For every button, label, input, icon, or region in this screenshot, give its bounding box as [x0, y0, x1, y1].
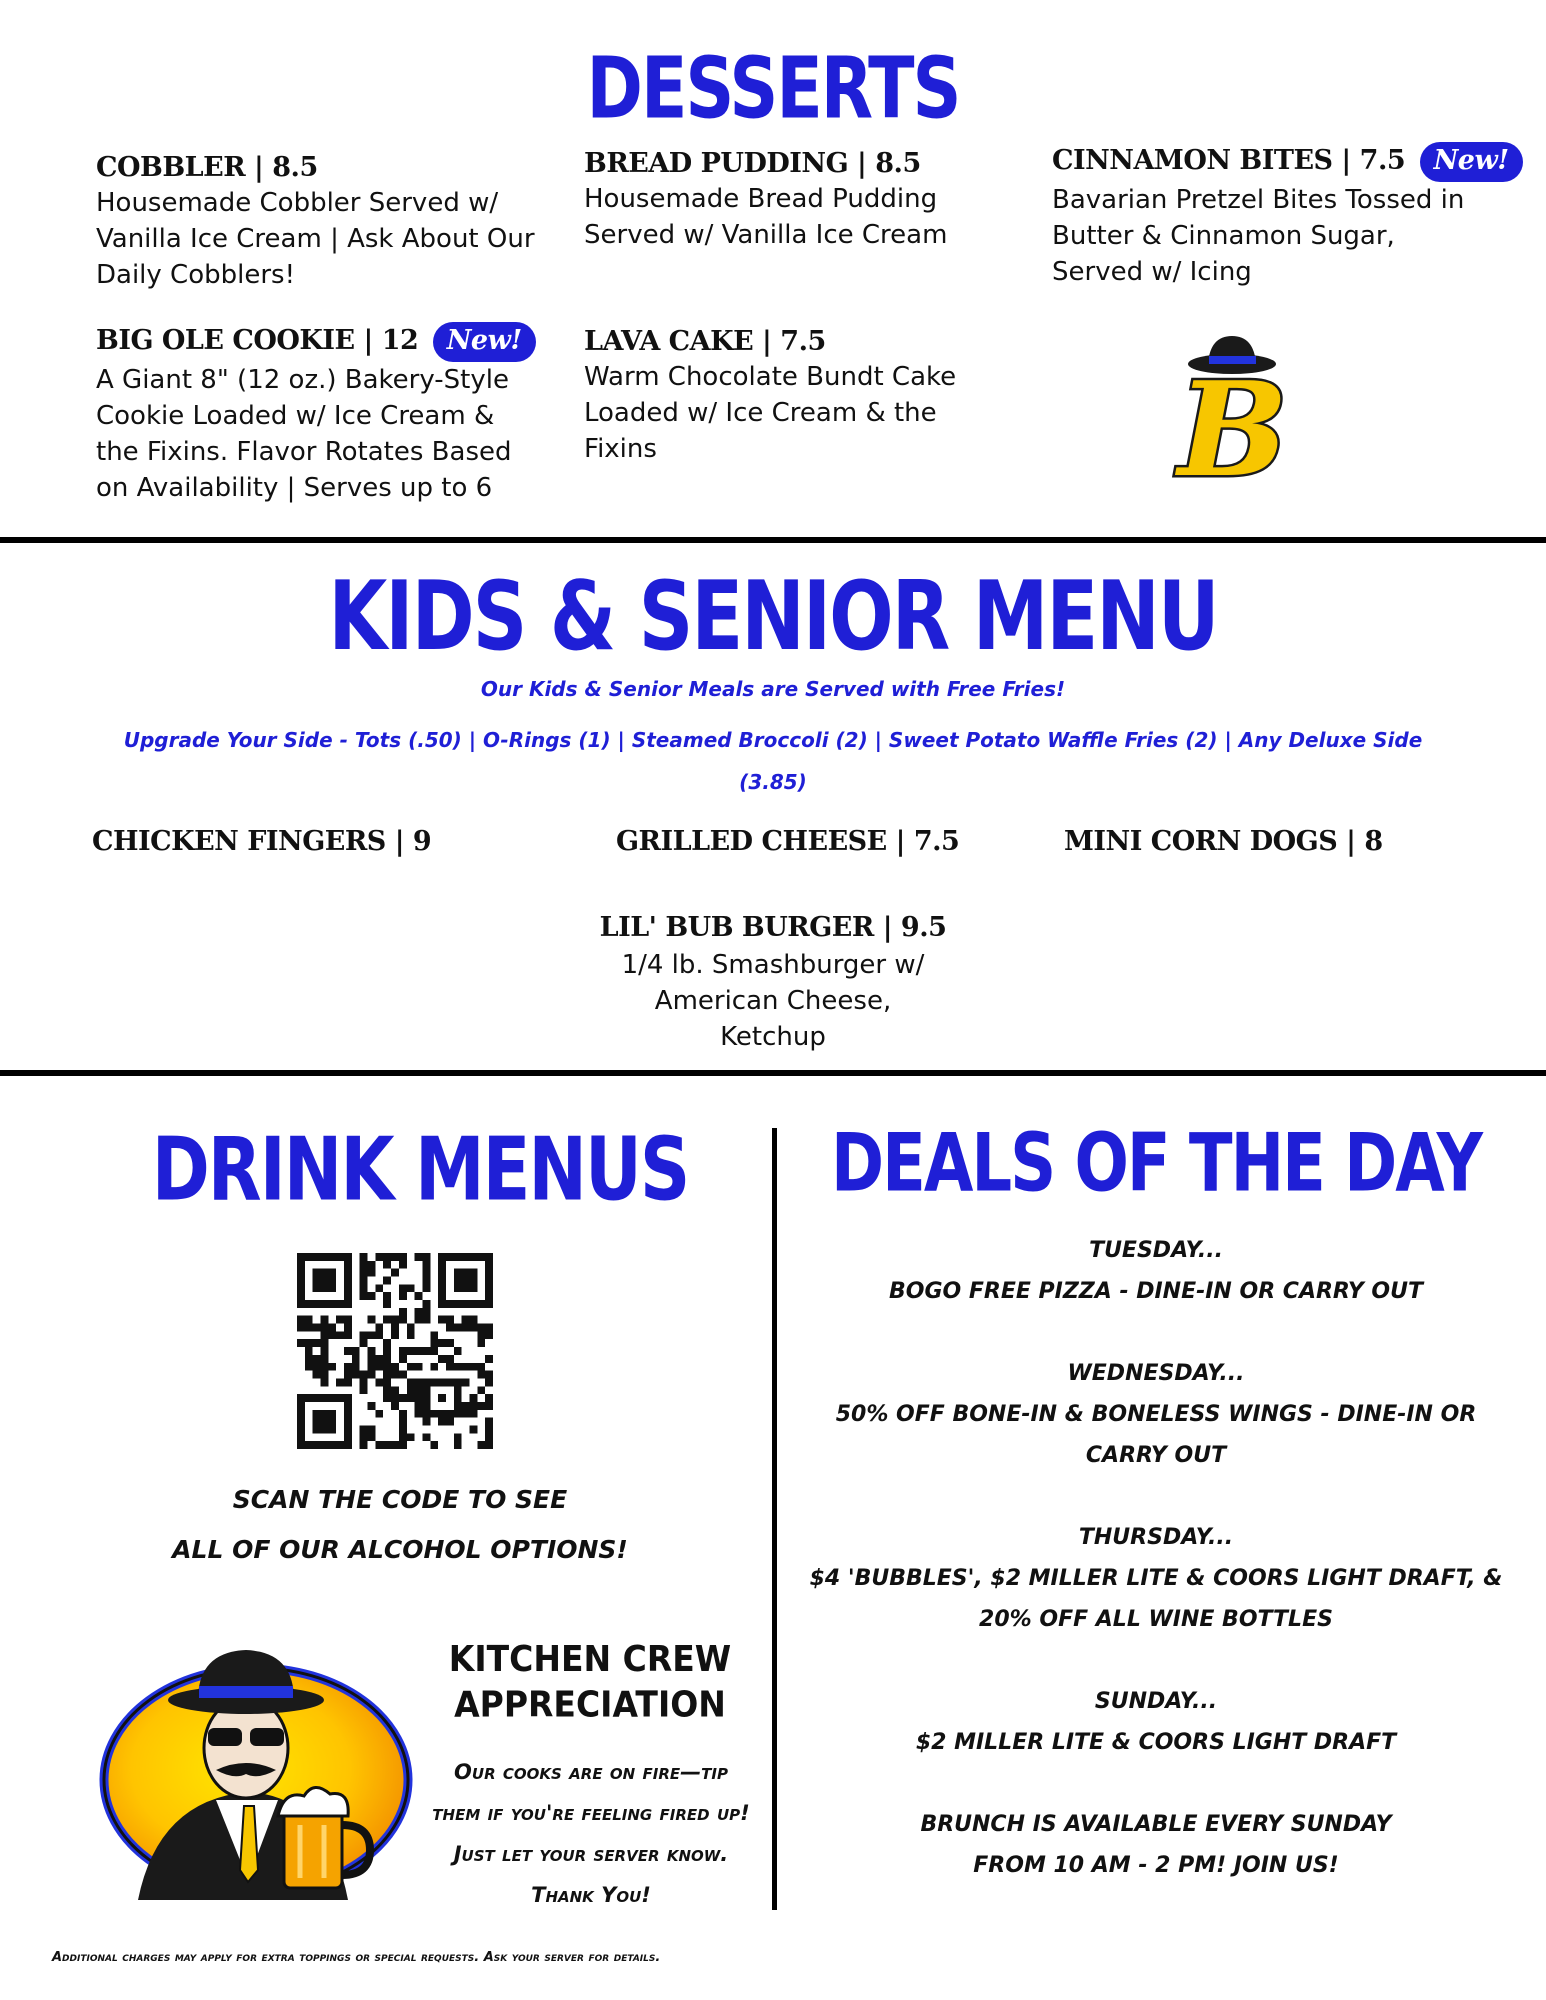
qr-module [344, 1324, 352, 1332]
deal-spacer [800, 1640, 1512, 1681]
qr-module [477, 1331, 485, 1339]
vertical-divider [772, 1128, 777, 1910]
new-badge: New! [433, 322, 536, 362]
qr-module [344, 1371, 352, 1379]
kids-item-mini-corn-dogs: MINI CORN DOGS | 8 [1064, 826, 1383, 857]
qr-module [485, 1394, 493, 1402]
qr-module [415, 1347, 423, 1355]
qr-module [391, 1316, 399, 1324]
qr-module [305, 1363, 313, 1371]
item-desc: Bavarian Pretzel Bites Tossed in Butter & Cinnamon Sugar, Served w/ Icing [1052, 185, 1465, 287]
qr-module [313, 1324, 321, 1332]
qr-module [438, 1418, 446, 1426]
item-desc: A Giant 8" (12 oz.) Bakery-Style Cookie Loaded w/ Ice Cream & the Fixins. Flavor Rotates Based on Availability | Serves up to 6 [96, 365, 512, 503]
deal-spacer [800, 1312, 1512, 1353]
qr-module [368, 1425, 376, 1433]
qr-module [375, 1378, 383, 1386]
qr-module [352, 1371, 360, 1379]
qr-module [321, 1371, 329, 1379]
item-desc: Housemade Bread Pudding Served w/ Vanilla Ice Cream [584, 184, 948, 250]
dessert-cobbler [96, 152, 536, 293]
qr-module [422, 1316, 430, 1324]
qr-module [305, 1347, 313, 1355]
qr-module [415, 1363, 423, 1371]
qr-module [383, 1378, 391, 1386]
qr-module [344, 1316, 352, 1324]
qr-module [454, 1269, 478, 1293]
qr-module [297, 1316, 305, 1324]
qr-module [446, 1355, 454, 1363]
qr-module [313, 1371, 321, 1379]
qr-module [352, 1363, 360, 1371]
kids-note-upgrade: Upgrade Your Side - Tots (.50) | O-Rings (1) | Steamed Broccoli (2) | Sweet Potato Waffle Fries (2) | Any Deluxe Side (3.85) [123, 728, 1423, 794]
qr-module [368, 1402, 376, 1410]
dessert-big-ole-cookie [96, 322, 536, 506]
qr-module [477, 1339, 485, 1347]
qr-module [383, 1441, 391, 1449]
qr-module [321, 1331, 329, 1339]
qr-module [313, 1339, 321, 1347]
item-desc: 1/4 lb. Smashburger w/ American Cheese, Ketchup [621, 950, 925, 1052]
qr-module [454, 1363, 462, 1371]
qr-module [454, 1433, 462, 1441]
qr-module [391, 1363, 399, 1371]
qr-module [391, 1402, 399, 1410]
qr-module [305, 1316, 313, 1324]
qr-module [383, 1292, 391, 1300]
qr-module [368, 1316, 376, 1324]
qr-module [430, 1339, 438, 1347]
qr-module [462, 1402, 470, 1410]
qr-module [391, 1331, 399, 1339]
qr-module [422, 1261, 430, 1269]
qr-module [360, 1371, 368, 1379]
qr-module [313, 1410, 337, 1434]
qr-module [422, 1347, 430, 1355]
qr-module [415, 1394, 423, 1402]
qr-module [438, 1394, 446, 1402]
qr-module [415, 1308, 423, 1316]
item-title: BIG OLE COOKIE | 12 [96, 325, 419, 356]
kids-item-lil-bub-burger [548, 912, 998, 1055]
qr-module [344, 1347, 352, 1355]
fedora-b-icon [1160, 330, 1290, 490]
item-title: LAVA CAKE | 7.5 [584, 326, 826, 357]
qr-module [383, 1253, 391, 1261]
deal-line: BOGO FREE PIZZA - DINE-IN OR CARRY OUT [888, 1279, 1424, 1304]
divider-middle [0, 1070, 1546, 1076]
qr-module [462, 1316, 470, 1324]
qr-module [399, 1425, 407, 1433]
scan-line-2: ALL OF OUR ALCOHOL OPTIONS! [172, 1535, 628, 1564]
qr-module [407, 1433, 415, 1441]
qr-module [462, 1363, 470, 1371]
qr-module [446, 1324, 454, 1332]
qr-module [383, 1339, 391, 1347]
deal-line: CARRY OUT [1085, 1443, 1227, 1468]
qr-module [399, 1355, 407, 1363]
item-desc: Housemade Cobbler Served w/ Vanilla Ice Cream | Ask About Our Daily Cobblers! [96, 188, 535, 290]
qr-module [321, 1316, 329, 1324]
qr-module [477, 1441, 485, 1449]
qr-module [415, 1378, 423, 1386]
qr-module [313, 1269, 337, 1293]
qr-module [336, 1331, 344, 1339]
qr-module [383, 1394, 391, 1402]
deal-line: 20% OFF ALL WINE BOTTLES [979, 1607, 1333, 1632]
deal-line: SUNDAY... [1094, 1689, 1218, 1714]
qr-module [368, 1433, 376, 1441]
qr-module [391, 1394, 399, 1402]
qr-module [360, 1425, 368, 1433]
qr-module [485, 1331, 493, 1339]
drink-menus-heading: DRINK MENUS [151, 1118, 689, 1221]
qr-module [399, 1308, 407, 1316]
qr-module [422, 1277, 430, 1285]
qr-module [485, 1425, 493, 1433]
qr-module [415, 1386, 423, 1394]
item-title: CINNAMON BITES | 7.5 [1052, 145, 1406, 176]
qr-module [477, 1386, 485, 1394]
qr-module [375, 1441, 383, 1449]
qr-module [344, 1378, 352, 1386]
qr-module [438, 1316, 446, 1324]
qr-module [399, 1261, 407, 1269]
qr-module [415, 1410, 423, 1418]
crew-title-line-2: APPRECIATION [454, 1683, 726, 1726]
qr-module [438, 1339, 446, 1347]
qr-module [360, 1331, 368, 1339]
qr-module [328, 1331, 336, 1339]
qr-module [391, 1386, 399, 1394]
qr-module [297, 1339, 305, 1347]
deal-line: $2 MILLER LITE & COORS LIGHT DRAFT [915, 1730, 1397, 1755]
item-title: BREAD PUDDING | 8.5 [584, 148, 921, 179]
qr-module [422, 1418, 430, 1426]
qr-module [321, 1355, 329, 1363]
qr-module [375, 1331, 383, 1339]
qr-module [485, 1441, 493, 1449]
qr-module [422, 1253, 430, 1261]
item-desc: Warm Chocolate Bundt Cake Loaded w/ Ice Cream & the Fixins [584, 362, 957, 464]
qr-module [352, 1355, 360, 1363]
qr-module [391, 1441, 399, 1449]
qr-module [368, 1347, 376, 1355]
new-badge: New! [1420, 142, 1523, 182]
qr-module [454, 1441, 462, 1449]
qr-module [407, 1363, 415, 1371]
qr-module [368, 1355, 376, 1363]
qr-module [485, 1378, 493, 1386]
deal-spacer [800, 1763, 1512, 1804]
qr-code-icon [297, 1253, 493, 1449]
qr-module [462, 1324, 470, 1332]
mascot-with-beer-icon [98, 1620, 418, 1900]
qr-module [383, 1277, 391, 1285]
qr-module [446, 1418, 454, 1426]
qr-module [454, 1347, 462, 1355]
qr-module [469, 1425, 477, 1433]
qr-module [438, 1355, 446, 1363]
qr-module [360, 1284, 368, 1292]
qr-module [399, 1433, 407, 1441]
qr-module [360, 1441, 368, 1449]
qr-module [477, 1402, 485, 1410]
qr-module [415, 1253, 423, 1261]
qr-module [352, 1347, 360, 1355]
qr-module [360, 1277, 368, 1285]
qr-module [485, 1433, 493, 1441]
scan-code-text [100, 1475, 700, 1575]
drink-menu-qr-code[interactable] [297, 1253, 493, 1449]
qr-module [469, 1316, 477, 1324]
qr-module [430, 1363, 438, 1371]
qr-module [407, 1324, 415, 1332]
qr-module [399, 1394, 407, 1402]
qr-module [399, 1441, 407, 1449]
kitchen-crew-heading [430, 1637, 750, 1728]
qr-module [313, 1363, 321, 1371]
qr-module [399, 1292, 407, 1300]
qr-module [375, 1355, 383, 1363]
qr-module [446, 1339, 454, 1347]
qr-module [383, 1355, 391, 1363]
qr-module [321, 1347, 329, 1355]
deal-line: $4 'BUBBLES', $2 MILLER LITE & COORS LIGHT DRAFT, & [809, 1566, 1503, 1591]
qr-module [477, 1324, 485, 1332]
qr-module [344, 1331, 352, 1339]
qr-module [383, 1386, 391, 1394]
qr-module [368, 1363, 376, 1371]
deal-spacer [800, 1476, 1512, 1517]
qr-module [375, 1324, 383, 1332]
qr-module [336, 1316, 344, 1324]
qr-module [422, 1308, 430, 1316]
qr-module [399, 1371, 407, 1379]
item-title: COBBLER | 8.5 [96, 152, 318, 183]
logo-letter: B [1178, 353, 1288, 490]
qr-module [360, 1378, 368, 1386]
qr-module [383, 1347, 391, 1355]
qr-module [415, 1316, 423, 1324]
deals-heading: DEALS OF THE DAY [830, 1118, 1482, 1211]
qr-module [313, 1355, 321, 1363]
qr-module [321, 1339, 329, 1347]
footer-disclaimer: Additional charges may apply for extra toppings or special requests. Ask your server for details. [52, 1950, 661, 1965]
qr-module [305, 1324, 313, 1332]
deal-line: BRUNCH IS AVAILABLE EVERY SUNDAY [920, 1812, 1392, 1837]
qr-module [407, 1386, 415, 1394]
qr-module [407, 1347, 415, 1355]
bubs-b-logo [1160, 330, 1290, 490]
qr-module [422, 1284, 430, 1292]
qr-module [399, 1418, 407, 1426]
divider-top [0, 537, 1546, 543]
deal-line: THURSDAY... [1078, 1525, 1234, 1550]
deal-line: FROM 10 AM - 2 PM! JOIN US! [973, 1853, 1339, 1878]
qr-module [399, 1284, 407, 1292]
qr-module [415, 1402, 423, 1410]
dessert-lava-cake [584, 326, 1004, 467]
qr-module [485, 1324, 493, 1332]
qr-module [430, 1331, 438, 1339]
qr-module [360, 1339, 368, 1347]
qr-module [399, 1316, 407, 1324]
qr-module [328, 1324, 336, 1332]
qr-module [383, 1261, 391, 1269]
qr-module [391, 1324, 399, 1332]
qr-module [399, 1253, 407, 1261]
deal-line: WEDNESDAY... [1067, 1361, 1245, 1386]
qr-module [328, 1363, 336, 1371]
qr-module [407, 1378, 415, 1386]
qr-module [485, 1418, 493, 1426]
kids-note-free-fries: Our Kids & Senior Meals are Served with Free Fries! [480, 677, 1066, 701]
kids-heading: KIDS & SENIOR MENU [328, 560, 1218, 672]
qr-module [368, 1292, 376, 1300]
qr-module [399, 1347, 407, 1355]
kids-item-grilled-cheese: GRILLED CHEESE | 7.5 [616, 826, 960, 857]
qr-module [360, 1253, 368, 1261]
qr-module [360, 1433, 368, 1441]
item-title: LIL' BUB BURGER | 9.5 [599, 912, 947, 943]
qr-module [485, 1355, 493, 1363]
qr-module [305, 1339, 313, 1347]
qr-module [485, 1402, 493, 1410]
qr-module [407, 1331, 415, 1339]
qr-module [321, 1363, 329, 1371]
qr-module [469, 1394, 477, 1402]
qr-module [391, 1253, 399, 1261]
deals-list [800, 1230, 1512, 1886]
qr-module [368, 1331, 376, 1339]
crew-title-line-1: KITCHEN CREW [448, 1637, 732, 1680]
qr-module [375, 1363, 383, 1371]
qr-module [360, 1292, 368, 1300]
qr-module [375, 1253, 383, 1261]
qr-module [368, 1269, 376, 1277]
qr-module [477, 1363, 485, 1371]
qr-module [383, 1371, 391, 1379]
qr-module [485, 1371, 493, 1379]
qr-module [415, 1292, 423, 1300]
kids-item-chicken-fingers: CHICKEN FINGERS | 9 [92, 826, 432, 857]
dessert-bread-pudding [584, 148, 1004, 253]
qr-module [375, 1410, 383, 1418]
qr-module [446, 1363, 454, 1371]
qr-module [469, 1324, 477, 1332]
qr-module [422, 1300, 430, 1308]
qr-module [383, 1316, 391, 1324]
qr-module [305, 1355, 313, 1363]
qr-module [383, 1363, 391, 1371]
qr-module [469, 1410, 477, 1418]
qr-module [368, 1261, 376, 1269]
qr-module [321, 1378, 329, 1386]
qr-module [422, 1269, 430, 1277]
qr-module [477, 1371, 485, 1379]
dessert-cinnamon-bites [1052, 142, 1509, 290]
qr-module [368, 1371, 376, 1379]
qr-module [391, 1269, 399, 1277]
qr-module [383, 1300, 391, 1308]
mascot-illustration [98, 1620, 418, 1900]
qr-module [344, 1363, 352, 1371]
qr-module [297, 1324, 305, 1332]
qr-module [360, 1261, 368, 1269]
qr-module [469, 1363, 477, 1371]
desserts-heading: DESSERTS [586, 40, 960, 139]
qr-module [375, 1284, 383, 1292]
qr-module [399, 1410, 407, 1418]
qr-module [469, 1402, 477, 1410]
deal-line: TUESDAY... [1089, 1238, 1223, 1263]
qr-module [454, 1324, 462, 1332]
qr-module [407, 1394, 415, 1402]
qr-module [422, 1433, 430, 1441]
qr-module [430, 1441, 438, 1449]
qr-module [360, 1386, 368, 1394]
qr-module [321, 1324, 329, 1332]
qr-module [336, 1378, 344, 1386]
qr-module [360, 1269, 368, 1277]
kitchen-crew-text: Our cooks are on fire—tip them if you're feeling fired up! Just let your server know. Thank You! [432, 1760, 750, 1907]
qr-module [430, 1347, 438, 1355]
qr-module [391, 1371, 399, 1379]
qr-module [407, 1284, 415, 1292]
qr-module [462, 1410, 470, 1418]
qr-module [462, 1378, 470, 1386]
qr-module [446, 1316, 454, 1324]
deal-line: 50% OFF BONE-IN & BONELESS WINGS - DINE-IN OR [835, 1402, 1477, 1427]
scan-line-1: SCAN THE CODE TO SEE [232, 1485, 568, 1514]
